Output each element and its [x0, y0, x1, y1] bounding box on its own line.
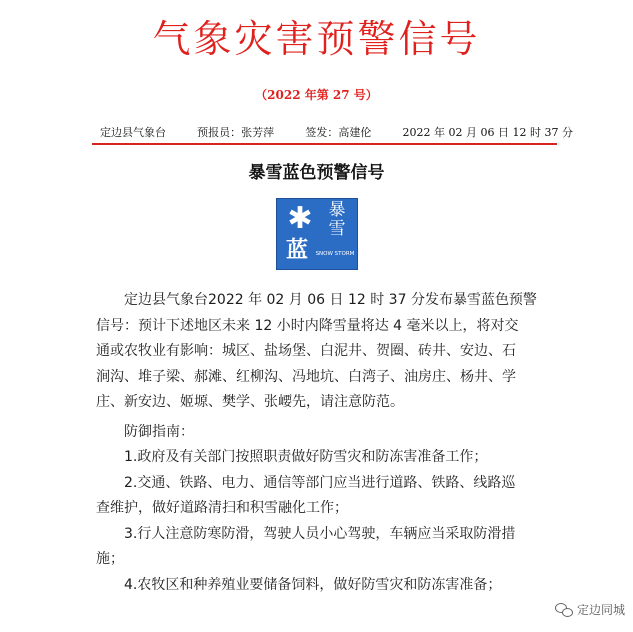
document-body: [96, 288, 554, 598]
watermark-text: 定边同城: [576, 603, 625, 617]
icon-hazard-label: 暴雪: [328, 200, 346, 239]
guide-item: 4.农牧区和种养殖业要储备饲料，做好防雪灾和防冻害准备；: [124, 576, 502, 593]
body-line: 庄、新安边、姬塬、樊学、张崾先，请注意防范。: [96, 394, 404, 410]
body-line: 涧沟、堆子梁、郝滩、红柳沟、冯地坑、白湾子、油房庄、杨井、学: [96, 368, 516, 385]
body-line: 通或农牧业有影响：城区、盐场堡、白泥井、贺圈、砖井、安边、石: [96, 343, 516, 359]
document-number: （2022 年第 27 号）: [255, 88, 378, 102]
guide-item-continued: 查维护，做好道路清扫和积雪融化工作；: [96, 500, 348, 516]
guide-item-continued: 施；: [96, 551, 124, 567]
snowstorm-blue-warning-icon: [276, 198, 358, 270]
body-line: 定边县气象台2022 年 02 月 06 日 12 时 37 分发布暴雪蓝色预警: [124, 292, 537, 308]
watermark: [555, 601, 625, 618]
snowflake-icon: ✱: [287, 201, 313, 236]
body-line: 信号：预计下述地区未来 12 小时内降雪量将达 4 毫米以上，将对交: [96, 317, 519, 334]
guide-item: 3.行人注意防寒防滑，驾驶人员小心驾驶，车辆应当采取防滑措: [124, 525, 516, 542]
icon-level-label: 蓝: [285, 238, 308, 263]
guide-title: 防御指南：: [124, 423, 194, 440]
approver: 签发：高建伦: [305, 126, 372, 139]
page-title: 暴雪蓝色预警信号: [248, 163, 385, 183]
document-header-title: 气象灾害预警信号: [152, 17, 481, 61]
guide-item: 2.交通、铁路、电力、通信等部门应当进行道路、铁路、线路巡: [124, 474, 516, 491]
wechat-icon: [555, 603, 573, 617]
issue-datetime: 2022 年 02 月 06 日 12 时 37 分: [402, 126, 573, 139]
issuer: 定边县气象台: [100, 126, 166, 139]
meta-row: [100, 124, 573, 140]
header-divider: [92, 143, 557, 145]
guide-item: 1.政府及有关部门按照职责做好防雪灾和防冻害准备工作；: [124, 449, 488, 465]
reporter: 预报员：张芳萍: [197, 126, 275, 139]
icon-english-label: SNOW STORM: [315, 251, 355, 257]
